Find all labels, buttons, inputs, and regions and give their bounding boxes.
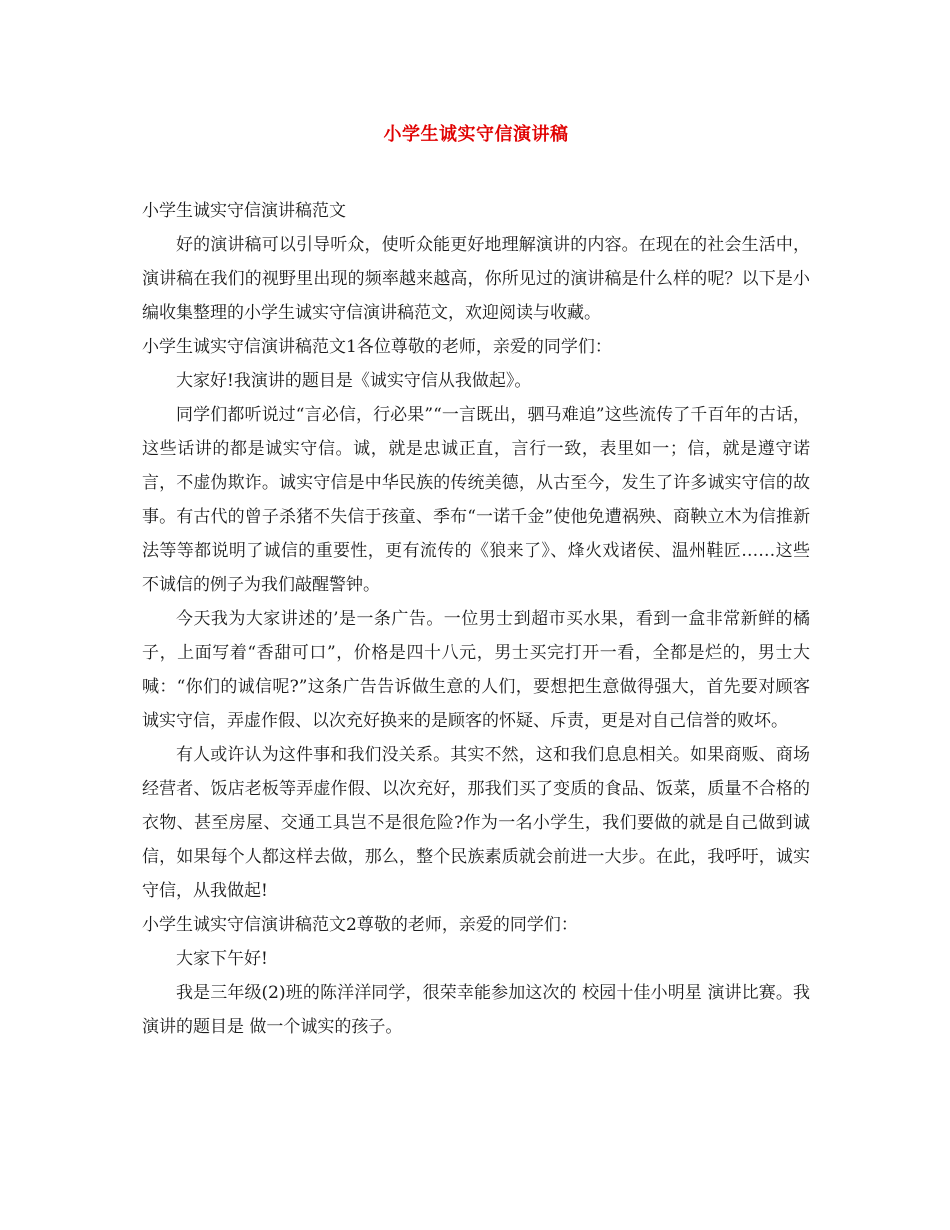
speech-2-heading: 小学生诚实守信演讲稿范文2尊敬的老师，亲爱的同学们：: [142, 915, 578, 935]
document-title: 小学生诚实守信演讲稿: [383, 124, 569, 145]
speech-1-greeting: 大家好!我演讲的题目是《诚实守信从我做起》。: [176, 371, 532, 391]
subtitle-line: 小学生诚实守信演讲稿范文: [142, 201, 346, 221]
speech-1-heading: 小学生诚实守信演讲稿范文1各位尊敬的老师，亲爱的同学们：: [142, 337, 612, 357]
speech-1-paragraph-3: 有人或许认为这件事和我们没关系。其实不然，这和我们息息相关。如果商贩、商场经营者、饭店老板等弄虚作假、以次充好，那我们买了变质的食品、饭菜，质量不合格的衣物、甚至房屋、交通工具岂不是很危险?作为一名小学生，我们要做的就是自己做到诚信，如果每个人都这样去做，那么，整个民族素质就会前进一大步。在此，我呼吁，诚实守信，从我做起!: [142, 745, 810, 901]
speech-2-paragraph-1: 我是三年级(2)班的陈洋洋同学，很荣幸能参加这次的 校园十佳小明星 演讲比赛。我演讲的题目是 做一个诚实的孩子。: [142, 983, 810, 1037]
document-body: [142, 194, 810, 1044]
speech-1-paragraph-1: 同学们都听说过“言必信，行必果”“一言既出，驷马难追”这些流传了千百年的古话，这些话讲的都是诚实守信。诚，就是忠诚正直，言行一致，表里如一；信，就是遵守诺言，不虚伪欺诈。诚实守信是中华民族的传统美德，从古至今，发生了许多诚实守信的故事。有古代的曾子杀猪不失信于孩童、季布“一诺千金”使他免遭祸殃、商鞅立木为信推新法等等都说明了诚信的重要性，更有流传的《狼来了》、烽火戏诸侯、温州鞋匠……这些不诚信的例子为我们敲醒警钟。: [142, 405, 810, 595]
speech-2-greeting: 大家下午好!: [176, 949, 268, 969]
speech-1-paragraph-2: 今天我为大家讲述的’是一条广告。一位男士到超市买水果，看到一盒非常新鲜的橘子，上面写着“香甜可口”，价格是四十八元，男士买完打开一看，全都是烂的，男士大喊：“你们的诚信呢?”这条广告告诉做生意的人们，要想把生意做得强大，首先要对顾客诚实守信，弄虚作假、以次充好换来的是顾客的怀疑、斥责，更是对自己信誉的败坏。: [142, 609, 810, 731]
intro-paragraph: 好的演讲稿可以引导听众，使听众能更好地理解演讲的内容。在现在的社会生活中，演讲稿在我们的视野里出现的频率越来越高，你所见过的演讲稿是什么样的呢？以下是小编收集整理的小学生诚实守信演讲稿范文，欢迎阅读与收藏。: [142, 235, 810, 323]
